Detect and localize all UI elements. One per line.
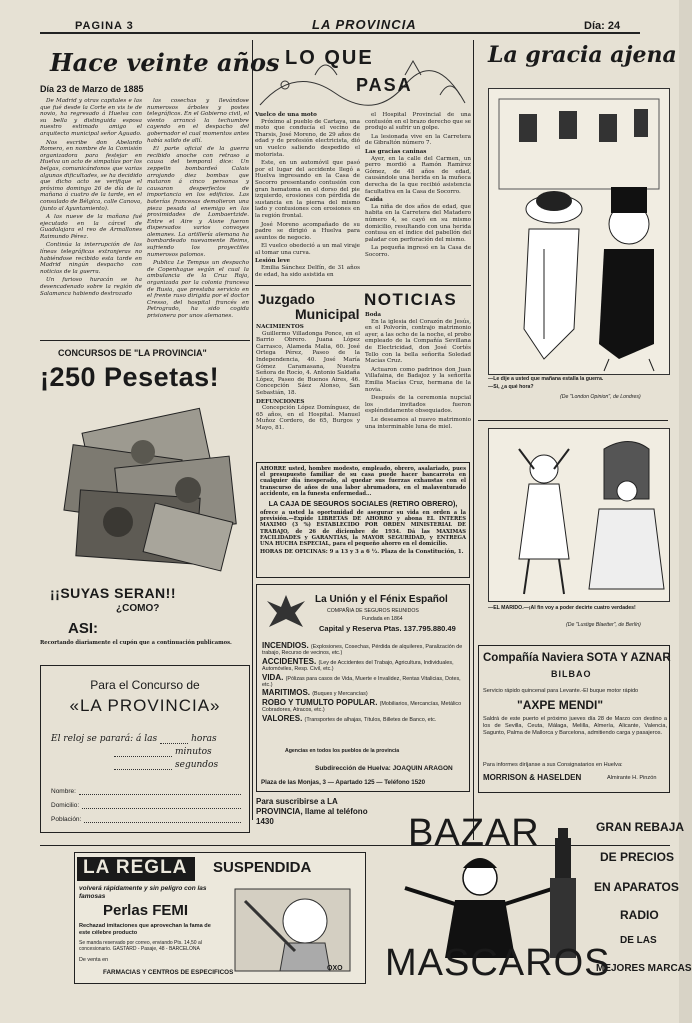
regla-suspendida: SUSPENDIDA <box>213 859 312 876</box>
section-rule <box>255 285 471 286</box>
hace-paragraph: Continúa la interrupción de las líneas telegráficas extranjeras no habiéndose recibido esta tarde en Madrid ningún despacho con noticias de la guerra. <box>40 242 142 275</box>
coupon-fields <box>51 788 241 823</box>
union-coverage-desc: (Explosiones, Cosechas, Pérdida de alquileres, Paralización de trabajo, Recurso de vecinos, etc.) <box>262 644 463 657</box>
naviera-city: BILBAO <box>551 669 592 679</box>
nacimientos-heading: NACIMIENTOS <box>256 324 304 330</box>
coupon-poblacion-label: Población: <box>51 816 82 823</box>
loque-lesion-text: Emilia Sánchez Delfín, de 31 años de edad, ha sido asistida en <box>255 265 360 278</box>
regla-farmacias: FARMACIAS Y CENTROS DE ESPECIFICOS <box>103 969 234 976</box>
bazar-radio: RADIO <box>620 908 659 922</box>
loque-head-caida: Caída <box>365 197 383 204</box>
hace-date: Día 23 de Marzo de 1885 <box>40 84 144 94</box>
loque-paragraph: el Hospital Provincial de una contusión en el brazo derecho que se produjo al sufrir un golpe. <box>365 112 471 132</box>
union-fenix-ad <box>256 584 470 792</box>
union-coverage-line <box>262 697 466 714</box>
coupon-title: Para el Concurso de <box>90 678 200 692</box>
union-coverage-desc: (Buques y Mercancías) <box>312 691 368 698</box>
regla-venta: De venta en <box>79 957 109 963</box>
noticias-column <box>365 312 471 452</box>
regla-title: LA REGLA <box>83 857 188 878</box>
naviera-informes: Para informes diríjanse a sus Consignatarios en Huelva: <box>483 762 623 768</box>
coupon-segundos-label: segundos <box>175 760 219 770</box>
coupon-minutos-label: minutos <box>175 747 212 757</box>
boda-heading: Boda <box>365 312 381 318</box>
hace-veinte-title: Hace veinte años <box>50 48 280 77</box>
loque-paragraph: La niña de dos años de edad, que habita en la Carretera del Matadero número 4, se cayó en su mismo domicilio, resultando con una herida contusa en el índice del pabellón del paladar con perforación del mismo. <box>365 203 471 243</box>
nacimientos-text: Guillermo Villadonga Ponce, en el Barrio Obrero. Juana López Carrasco, Alameda Malia, 60. José Ortega Pérez, Paseo de la Independencia, 40. José María Gómez Caramasana, Nuestra Señora de Rocío, 4. Antonio Saldaña López, Paseo de Buenos Aires, 46. Concepción Sáez Alonso, San Sebastián, 18. <box>256 330 360 396</box>
loque-paragraph: José Moreno acompañado de su padre se dirigió a Huelva para asuntos de negocio. <box>255 221 360 241</box>
coupon-reloj-row <box>51 734 241 770</box>
coupon-horas-label: horas <box>191 734 217 744</box>
concurso-prize: ¡250 Pesetas! <box>40 362 220 392</box>
pasa-title: PASA <box>356 75 413 95</box>
loque-paragraph: La lesionada vive en la Carretera de Gibraltón número 7. <box>365 133 471 147</box>
union-lines <box>262 643 466 725</box>
bazar-name: MASCAROS <box>385 942 611 984</box>
loque-paragraph: El vuelco obedeció a un mal viraje al tomar una curva. <box>255 243 360 256</box>
union-coverage-key: MARITIMOS. <box>262 688 313 698</box>
noticias-paragraph: Le deseamos al nuevo matrimonio una interminable luna de miel. <box>365 416 471 430</box>
union-sub: COMPAÑIA DE SEGUROS REUNIDOS <box>327 608 419 614</box>
union-coverage-desc: (Mobiliarios, Mercancías, Metálico Cobradores, Atracos, etc.) <box>262 700 462 714</box>
union-coverage-key: ACCIDENTES. <box>262 656 319 666</box>
loque-head-lesion: Lesión leve <box>255 258 291 265</box>
coupon-reloj-label: El reloj se parará: á las <box>51 734 158 744</box>
caja-intro: AHORRE usted, hombre modesto, empleado, obrero, asalariado, pues el presupuesto familiar de su casa puede hacer bancarrota en cualquier día inesperado, al quedar sus fuerzas exhaustas con el transcurso de años de una labor abrumadora, en el malaventurado accidente, en la funesta enfermedad... <box>260 466 466 497</box>
hace-paragraph: A las nueve de la mañana fué ejecutado en la cárcel de Guadalajara el reo de Armallones Raimundo Pérez. <box>40 214 142 240</box>
coupon-nombre-label: Nombre: <box>51 788 76 795</box>
regla-rechazad: Rechazad imitaciones que aprovechan la fama de este célebre producto <box>79 923 211 936</box>
union-coverage-key: VIDA. <box>262 672 286 682</box>
naviera-ship: "AXPE MENDI" <box>517 698 604 712</box>
lo-que-title: LO QUE <box>285 47 374 69</box>
column-divider <box>473 40 474 840</box>
naviera-title: Compañía Naviera SOTA Y AZNAR <box>483 652 671 664</box>
union-coverage-key: VALORES. <box>262 713 305 723</box>
coupon-box <box>40 665 250 833</box>
bazar-title: BAZAR <box>408 812 540 854</box>
issue-day: Día: 24 <box>584 20 621 32</box>
union-title: La Unión y el Fénix Español <box>315 594 448 605</box>
naviera-servicio: Servicio rápido quincenal para Levante.-El buque motor rápido <box>483 688 639 694</box>
suscribirse-note: Para suscribirse a LA PROVINCIA, llame al teléfono 1430 <box>256 797 368 826</box>
hace-paragraph: El parte oficial de la guerra recibido anoche con retraso a causa del temporal dice: Un zeppelin bombardeó Calais arrojando diez bombas que mataron á cinco personas y causaron desperfectos de importancia en los edificios. Las baterías francesas demolieron una pieza pesada al enemigo en las proximidades de Lombaertzide. Entre el Aire y Aisne fueron dispersados varios convoyes alemanes. La artillería alemana ha bombardeado nuevamente Reims, sufriendo los proyectiles numerosos palomos. <box>147 146 249 258</box>
como-text: ¿COMO? <box>116 603 160 614</box>
noticias-title: NOTICIAS <box>364 290 458 309</box>
hace-paragraph: De Madrid y otras capitales e las que fué desde la Corte en vis te de novio, ha regresado á Huelva con su bella y distinguida esposa nuestro estimado amigo el arquitecto municipal señor Aguado. <box>40 98 142 137</box>
coupon-newspaper-name: «LA PROVINCIA» <box>69 696 221 715</box>
bazar-aparatos: EN APARATOS <box>594 880 679 894</box>
hace-paragraph: Un furioso huracán se ha desencadenado sobre la región de Salamanca habiendo destrozado <box>40 277 142 297</box>
loque-head-moto: Vuelco de una moto <box>255 112 317 118</box>
union-subdireccion: Subdirección de Huelva: JOAQUIN ARAGON <box>315 765 453 772</box>
caja-seguros-ad <box>256 462 470 578</box>
cartoon2-source: (De "Lustige Blaetter", de Berlín) <box>566 622 641 628</box>
bazar-de-las: DE LAS <box>620 935 657 946</box>
union-coverage-line <box>262 643 466 657</box>
cartoon1-source: (De "London Opinion", de Londres) <box>560 394 641 400</box>
naviera-ad <box>478 645 670 793</box>
union-coverage-line <box>262 672 466 689</box>
loque-paragraph: Este, en un automóvil que pasó por el lugar del accidente llegó a Huelva ingresando en la Casa de Socorro presentando contusión con gran hematoma en el dorso del pie izquierdo, erosiones con pérdida de sustancia en la pierna del mismo lado y contusiones con erosiones en la región frontal. <box>255 160 360 219</box>
union-coverage-desc: (Ley de Accidentes del Trabajo, Agricultura, Individuales, Automóviles, Resp. Civil, etc.) <box>262 659 454 673</box>
union-fund: Fundada en 1864 <box>362 616 403 622</box>
regla-envio: Se manda reservado por correo, enviando Pts. 14,50 al concesionario. GASTARD - Pasaje, 48 - BARCELONA <box>79 940 202 952</box>
union-coverage-key: ROBO Y TUMULTO POPULAR. <box>262 697 380 707</box>
union-agencias: Agencias en todos los pueblos de la provincia <box>285 748 400 754</box>
cartoon-war <box>488 88 670 375</box>
loque-column-2 <box>365 112 471 282</box>
defunciones-heading: DEFUNCIONES <box>256 398 305 405</box>
union-coverage-line <box>262 656 466 673</box>
union-capital: Capital y Reserva Ptas. 137.795.880.49 <box>319 624 456 633</box>
regla-volvera: volverá rápidamente y sin peligro con las famosas <box>79 885 207 900</box>
cartoon1-caption-b: —Si, ¿a qué hora? <box>488 384 534 390</box>
regla-product: Perlas FEMI <box>103 902 189 919</box>
municipal-title: Municipal <box>295 306 360 322</box>
caja-offer: ofrece a usted la oportunidad de asegurar su vida en orden a la previsión.—Expide LIBRETAS DE AHORRO y abona EL INTERES MAXIMO (3 %) ESTABLECIDO POR ORDEN MINISTERIAL DE TRABAJO, de 26 de diciembre de 1934. Dá las MAXIMAS FACILIDADES y GARANTIAS, la MAYOR SEGURIDAD, y ENTREGA UNA HUCHA ESPECIAL, para el pequeño ahorro en el domicilio. <box>260 510 466 548</box>
regla-oxo: OXO <box>327 965 343 972</box>
loque-paragraph: La pequeña ingresó en la Casa de Socorro. <box>365 245 471 258</box>
hace-paragraph: las cosechas y llevándose numerosos árboles y postes telegráficos. En el Gobierno civil, el viento arrancó la techumbre cayendo en el despacho del gobernador el cual momentos antes había salido de allí. <box>147 98 249 144</box>
naviera-text: Saldrá de este puerto el próximo jueves día 28 de Marzo con destino a los de Sevilla, Ceuta, Málaga, Melilla, Almería, Alicante, Valencia, Sagunto, Palma de Mallorca y Barcelona, admitiendo carga y pasajeros. <box>483 716 667 736</box>
column-divider <box>252 40 253 820</box>
suyas-seran: ¡¡SUYAS SERAN!! <box>50 585 176 601</box>
union-coverage-key: INCENDIOS. <box>262 641 311 650</box>
caja-horas: HORAS DE OFICINAS: 9 a 13 y 3 a 6 ½. Plaza de la Constitución, 1. <box>260 549 464 556</box>
caja-title: LA CAJA DE SEGUROS SOCIALES (RETIRO OBRERO), <box>268 499 458 509</box>
juzgado-title: Juzgado <box>258 291 315 307</box>
coupon-domicilio-label: Domicilio: <box>51 802 80 809</box>
union-coverage-line <box>262 713 466 723</box>
naviera-address: Almirante H. Pinzón <box>607 775 657 781</box>
union-coverage-desc: (Pólizas para casos de Vida, Muerte e Invalidez, Rentas Vitalicias, Dotes, etc.) <box>262 675 461 689</box>
perlas-femi-ad <box>74 852 366 984</box>
loque-column-1 <box>255 112 360 282</box>
loque-head-caninas: Las gracias caninas <box>365 148 427 155</box>
hace-paragraph: Publica Le Tempus un despacho de Copenhague según el cual la ambulancia de la Cruz Roja, organizada por la colonia francesa de Rusia, que prestaba servicio en el frente ruso dirigida por el doctor Cresso, del hospital francés en Petrogrado, ha sido cogida prisionera por unos alemanes. <box>147 260 249 319</box>
header-rule <box>40 32 640 34</box>
union-coverage-line <box>262 690 466 697</box>
section-rule <box>40 340 250 341</box>
hace-column-1 <box>40 98 142 336</box>
concurso-instruction: Recortando diariamente el cupón que a continuación publicamos. <box>40 640 232 646</box>
bazar-precios: DE PRECIOS <box>600 850 675 864</box>
juzgado-column <box>256 324 360 452</box>
hace-column-2 <box>147 98 249 336</box>
newspaper-name: LA PROVINCIA <box>312 17 417 32</box>
defunciones-text: Concepción López Domínguez, de 65 años, en el Hospital. Manuel Muñoz Cordero, de 65, Burgos y Mayo, 81. <box>256 405 360 431</box>
section-rule <box>478 420 668 421</box>
bazar-rebaja: GRAN REBAJA <box>596 820 685 834</box>
noticias-paragraph: Después de la ceremonia nupcial los invitados fueron espléndidamente obsequiados. <box>365 395 471 415</box>
cartoon2-caption: —EL MARIDO.—¡Al fin voy a poder decirte cuatro verdades! <box>488 605 636 611</box>
page-number: PAGINA 3 <box>75 20 134 32</box>
gracia-title: La gracia ajena <box>488 42 677 68</box>
loque-paragraph: Próximo al pueblo de Cartaya, una moto que conducía el vecino de Tharsis, José Moreno, de 29 años de edad y de profesión electricista, dió un vuelco saliendo despedido el motorista. <box>255 118 360 158</box>
noticias-paragraph: En la iglesia del Corazón de Jesús, en el Polvorín, contrajo matrimonio ayer, a las ocho de la noche, el probo empleado de la Compañía Sevillana de Electricidad, don José Cortés Tello con la bella señorita Soledad Macías Cruz. <box>365 318 471 365</box>
bazar-marcas: MEJORES MARCAS <box>596 963 692 974</box>
banknotes-image <box>48 402 248 577</box>
phoenix-emblem <box>263 591 309 631</box>
hace-paragraph: Nos escribe don Abelardo Romero, en nombre de la Comisión organizadora para festejar en Huelva un acto de simpatías por los belgas, comunicándonos que varias algunas dificultades, se ha decidido que dicho acto se verifique el próximo domingo 26 de día de la mañana á cuatro de la tarde, en el consulado de Bélgica, calle Canova, (junto al Ayuntamiento). <box>40 139 142 212</box>
naviera-firm: MORRISON & HASELDEN <box>483 773 582 782</box>
cartoon1-caption-a: —Le dije a usted que mañana estalla la guerra. <box>488 376 604 382</box>
concurso-heading: CONCURSOS DE "LA PROVINCIA" <box>58 348 207 358</box>
union-address: Plaza de las Monjas, 3 — Apartado 125 — Teléfono 1520 <box>261 779 426 786</box>
union-coverage-desc: (Transportes de alhajas, Títulos, Billetes de Banco, etc. <box>304 716 437 723</box>
loque-paragraph: Ayer, en la calle del Carmen, un perro mordió a Ramón Ramírez Gómez, de 48 años de edad, causándole una herida en la muñeca derecha de la que recibió asistencia facultativa en la Casa de Socorro. <box>365 155 471 195</box>
noticias-paragraph: Actuaron como padrinos don Juan Villafaina, de Badajoz y la señorita Emilia Macías Cruz, hermana de la novia. <box>365 366 471 393</box>
asi-text: ASI: <box>68 620 98 637</box>
cartoon-husband <box>488 428 670 602</box>
